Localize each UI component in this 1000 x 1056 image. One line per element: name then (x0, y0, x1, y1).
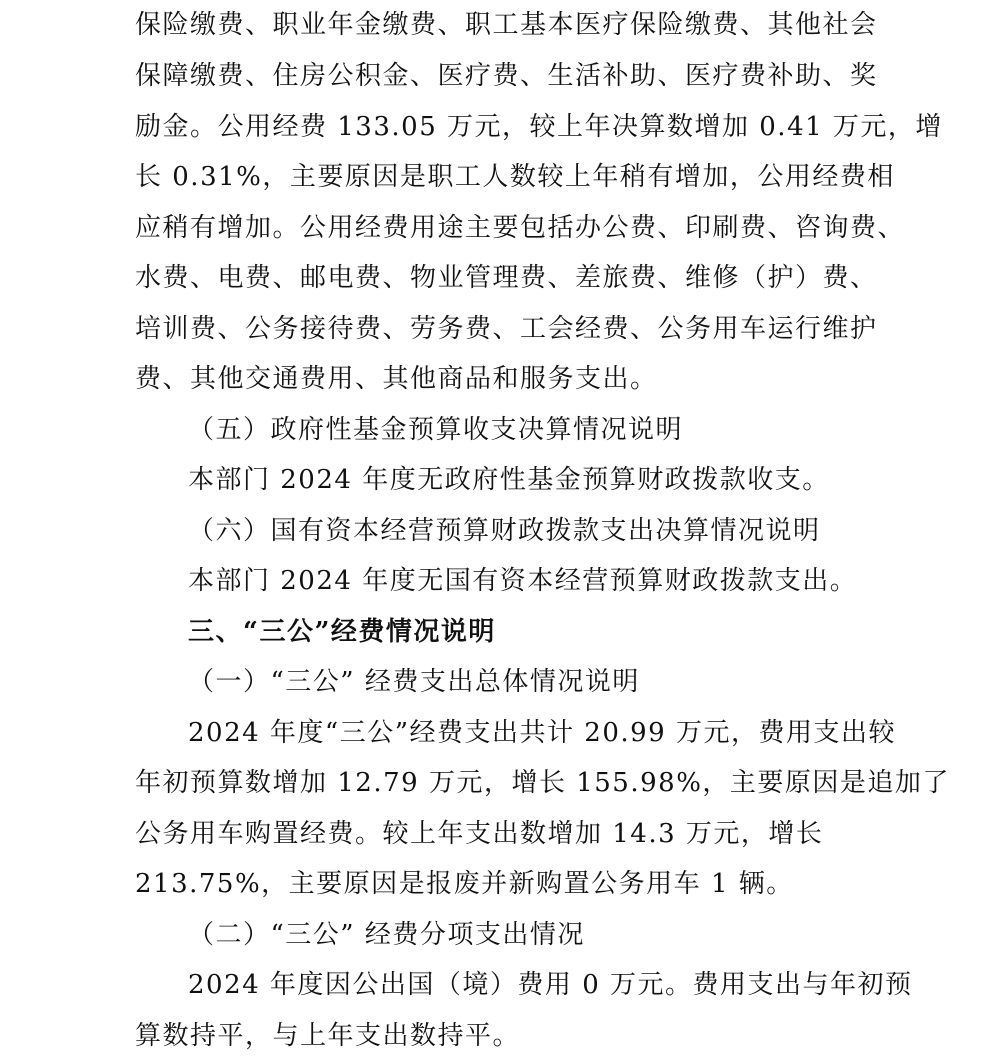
paragraph-line: 水费、电费、邮电费、物业管理费、差旅费、维修（护）费、 (135, 263, 878, 293)
paragraph-line: 年初预算数增加 12.79 万元，增长 155.98%，主要原因是追加了 (135, 768, 950, 798)
subsection-heading: （六）国有资本经营预算财政拨款支出决算情况说明 (188, 516, 821, 546)
paragraph-line: 算数持平，与上年支出数持平。 (135, 1021, 521, 1051)
paragraph-line: 培训费、公务接待费、劳务费、工会经费、公务用车运行维护 (135, 314, 878, 344)
paragraph-line: 保险缴费、职业年金缴费、职工基本医疗保险缴费、其他社会 (135, 10, 878, 40)
subsection-heading: （二）“三公” 经费分项支出情况 (188, 920, 585, 950)
paragraph-line: 213.75%，主要原因是报废并新购置公务用车 1 辆。 (135, 869, 794, 899)
paragraph-line: 公务用车购置经费。较上年支出数增加 14.3 万元，增长 (135, 819, 824, 849)
subsection-heading: （一）“三公” 经费支出总体情况说明 (188, 667, 640, 697)
subsection-heading: （五）政府性基金预算收支决算情况说明 (188, 415, 684, 445)
paragraph-line: 2024 年度因公出国（境）费用 0 万元。费用支出与年初预 (188, 970, 913, 1000)
paragraph-line: 费、其他交通费用、其他商品和服务支出。 (135, 364, 658, 394)
paragraph-line: 保障缴费、住房公积金、医疗费、生活补助、医疗费补助、奖 (135, 61, 878, 91)
paragraph-line: 本部门 2024 年度无国有资本经营预算财政拨款支出。 (188, 566, 858, 596)
paragraph-line: 长 0.31%，主要原因是职工人数较上年稍有增加，公用经费相 (135, 162, 895, 192)
paragraph-line: 本部门 2024 年度无政府性基金预算财政拨款收支。 (188, 465, 830, 495)
paragraph-line: 2024 年度“三公”经费支出共计 20.99 万元，费用支出较 (188, 718, 896, 748)
paragraph-line: 应稍有增加。公用经费用途主要包括办公费、印刷费、咨询费、 (135, 213, 906, 243)
section-heading: 三、“三公”经费情况说明 (188, 617, 496, 647)
paragraph-line: 励金。公用经费 133.05 万元，较上年决算数增加 0.41 万元，增 (135, 112, 943, 142)
